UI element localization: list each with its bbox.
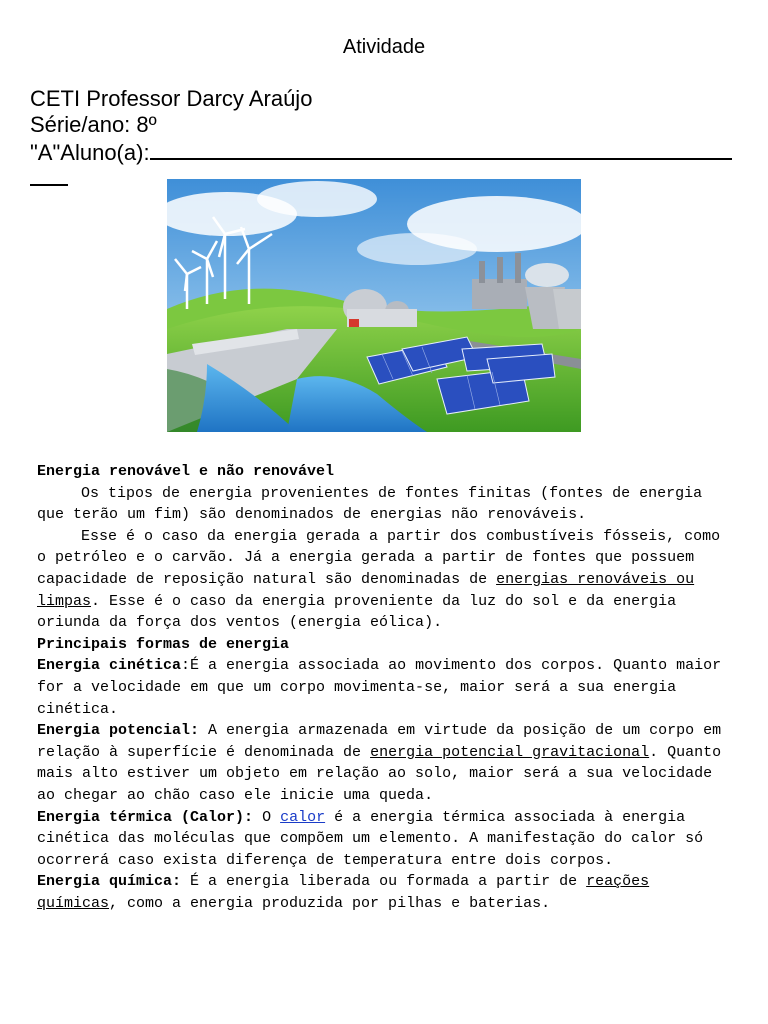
definition-quimica <box>37 871 737 914</box>
student-name-blank[interactable] <box>150 138 732 160</box>
definition-cinetica <box>37 655 737 720</box>
calor-link[interactable]: calor <box>280 808 326 826</box>
term-quimica-colon: : <box>172 873 182 891</box>
term-termica <box>37 809 253 826</box>
section-heading-formas: Principais formas de energia <box>37 635 290 653</box>
text-body <box>37 461 737 914</box>
definition-potencial <box>37 720 737 806</box>
definition-termica-text-start: O <box>253 808 281 826</box>
term-termica-colon: : <box>244 808 254 826</box>
definition-cinetica-text: É a energia associada ao movimento dos corpos. Quanto maior for a velocidade em que um corpo movimenta-se, maior será a sua energia cinética. <box>37 657 722 718</box>
energia-potencial-gravitacional-link[interactable]: energia potencial gravitacional <box>370 743 650 761</box>
term-quimica <box>37 873 181 890</box>
term-potencial <box>37 722 199 739</box>
school-name: CETI Professor Darcy Araújo <box>30 86 313 111</box>
grade-line: Série/ano: 8º <box>30 112 157 137</box>
definition-termica <box>37 807 737 872</box>
definition-potencial-text-start: A energia armazenada em virtude da posição de um corpo em relação à superfície é denominada de <box>37 722 722 761</box>
student-label: "A"Aluno(a): <box>30 140 150 165</box>
term-cinetica: Energia cinética <box>37 657 182 675</box>
section-heading-renovavel: Energia renovável e não renovável <box>37 463 335 480</box>
student-name-blank-continued[interactable] <box>30 170 68 186</box>
term-potencial-label: Energia potencial <box>37 722 191 740</box>
term-termica-label: Energia térmica (Calor) <box>37 808 245 826</box>
energias-renovaveis-link[interactable]: energias renováveis ou limpas <box>37 570 695 610</box>
term-potencial-colon: : <box>190 722 200 740</box>
reacoes-quimicas-link[interactable]: reações químicas <box>37 873 650 912</box>
definition-potencial-text-end: . Quanto mais alto estiver um objeto em relação ao solo, maior será a sua velocidade ao chegar ao chão caso ele inicie uma queda. <box>37 743 722 804</box>
term-cinetica-colon: : <box>181 657 191 675</box>
paragraph-nao-renovaveis: Os tipos de energia provenientes de fontes finitas (fontes de energia que terão um fim) são denominados de energias não renováveis. <box>37 484 703 524</box>
definition-quimica-text-start: É a energia liberada ou formada a partir de <box>181 873 587 891</box>
paragraph-renovaveis-text-end: . Esse é o caso da energia proveniente da luz do sol e da energia oriunda da força dos ventos (energia eólica). <box>37 592 677 632</box>
page-title: Atividade <box>342 36 426 58</box>
student-header <box>30 86 732 192</box>
renewable-energy-landscape-icon <box>167 179 581 432</box>
student-line <box>30 138 732 166</box>
definition-termica-text-end: é a energia térmica associada à energia cinética das moléculas que compõem um elemento. A manifestação do calor só ocorrerá caso exista diferença de temperatura entre dois corpos. <box>37 808 704 869</box>
definition-quimica-text-end: , como a energia produzida por pilhas e baterias. <box>109 894 551 912</box>
paragraph-renovaveis <box>37 526 737 634</box>
paragraph-renovaveis-text-start: Esse é o caso da energia gerada a partir dos combustíveis fósseis, como o petróleo e o carvão. Já a energia gerada a partir de fontes que possuem capacidade de reposição natural são denominadas de <box>37 527 721 588</box>
term-quimica-label: Energia química <box>37 873 173 891</box>
